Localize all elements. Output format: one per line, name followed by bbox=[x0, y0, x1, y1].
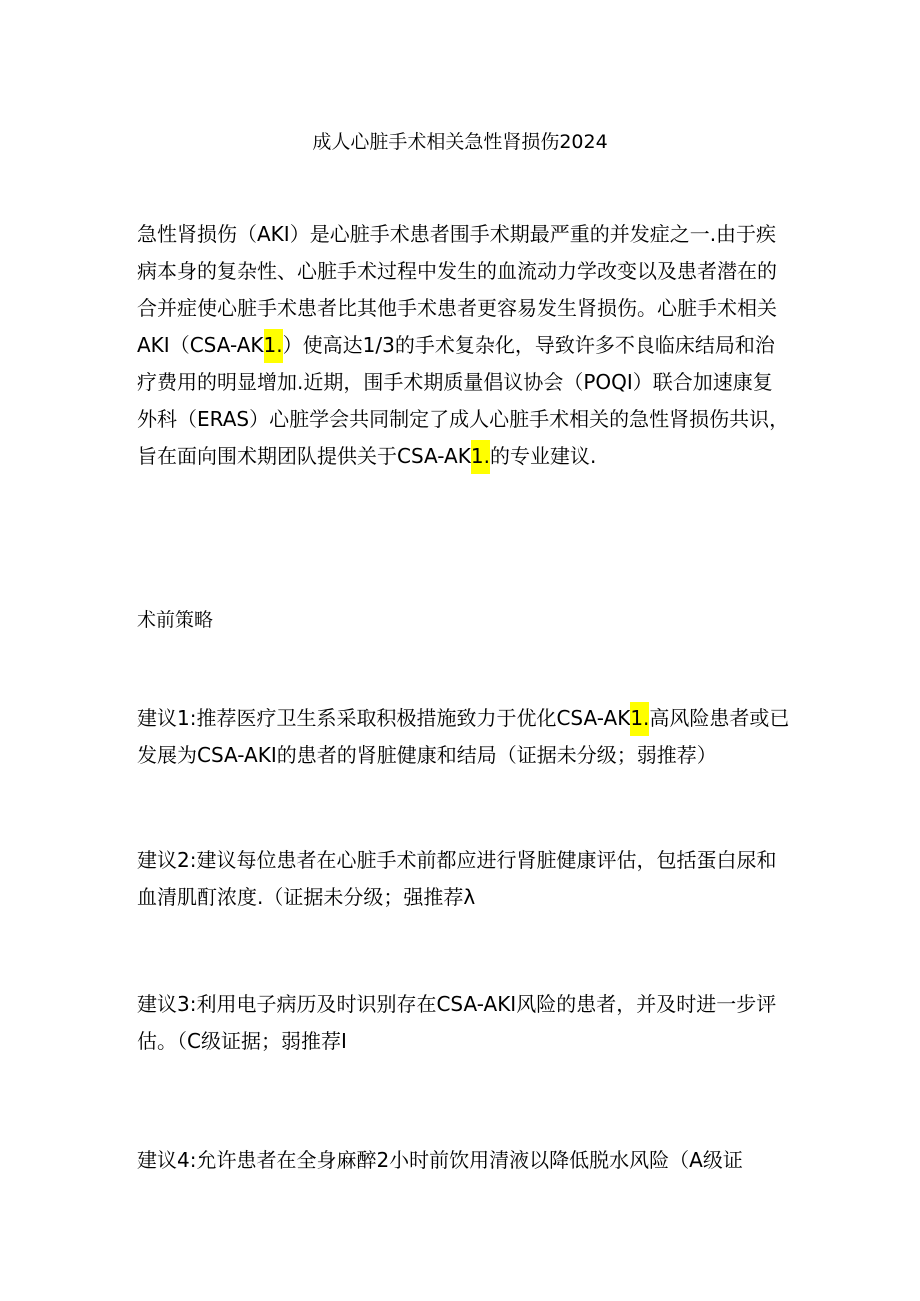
paragraph-line: 病本身的复杂性、心脏手术过程中发生的血流动力学改变以及患者潜在的 bbox=[137, 259, 777, 283]
paragraph-line: 血清肌酊浓度.（证据未分级；强推荐λ bbox=[137, 885, 476, 909]
text-segment: 高风险患者或已 bbox=[649, 706, 790, 730]
paragraph-line: 建议4:允许患者在全身麻醉2小时前饮用清液以降低脱水风险（A级证 bbox=[137, 1148, 743, 1172]
document-title: 成人心脏手术相关急性肾损伤2024 bbox=[312, 131, 608, 153]
recommendation-4 bbox=[137, 1142, 787, 1179]
recommendation-2 bbox=[137, 842, 787, 916]
recommendation-3 bbox=[137, 986, 787, 1060]
paragraph-line: 合并症使心脏手术患者比其他手术患者更容易发生肾损伤。心脏手术相关 bbox=[137, 296, 777, 320]
highlighted-text: 1. bbox=[264, 329, 283, 363]
paragraph-line bbox=[137, 700, 790, 737]
intro-paragraph bbox=[137, 216, 790, 475]
section-heading: 术前策略 bbox=[137, 609, 214, 631]
highlighted-text: 1. bbox=[630, 702, 649, 736]
paragraph-line bbox=[137, 438, 787, 475]
text-segment: 旨在面向围术期团队提供关于CSA-AK bbox=[137, 444, 471, 468]
highlighted-text: 1. bbox=[471, 440, 490, 474]
paragraph-line bbox=[137, 327, 787, 364]
paragraph-line: 外科（ERAS）心脏学会共同制定了成人心脏手术相关的急性肾损伤共识， bbox=[137, 407, 790, 431]
text-segment: ）使高达1/3的手术复杂化，导致许多不良临床结局和治 bbox=[282, 333, 775, 357]
paragraph-line: 急性肾损伤（AKI）是心脏手术患者围手术期最严重的并发症之一.由于疾 bbox=[137, 222, 777, 246]
paragraph-line: 建议3:利用电子病历及时识别存在CSA-AKI风险的患者，并及时进一步评 bbox=[137, 992, 777, 1016]
paragraph-line: 疗费用的明显增加.近期，围手术期质量倡议协会（POQI）联合加速康复 bbox=[137, 370, 773, 394]
paragraph-line: 估。（C级证据；弱推荐I bbox=[137, 1029, 347, 1053]
recommendation-1 bbox=[137, 700, 790, 774]
text-segment: 的专业建议. bbox=[489, 444, 597, 468]
paragraph-line: 发展为CSA-AKI的患者的肾脏健康和结局（证据未分级；弱推荐） bbox=[137, 743, 717, 767]
text-segment: AKI（CSA-AK bbox=[137, 333, 264, 357]
paragraph-line: 建议2:建议每位患者在心脏手术前都应进行肾脏健康评估，包括蛋白尿和 bbox=[137, 848, 777, 872]
text-segment: 建议1:推荐医疗卫生系采取积极措施致力于优化CSA-AK bbox=[137, 706, 631, 730]
